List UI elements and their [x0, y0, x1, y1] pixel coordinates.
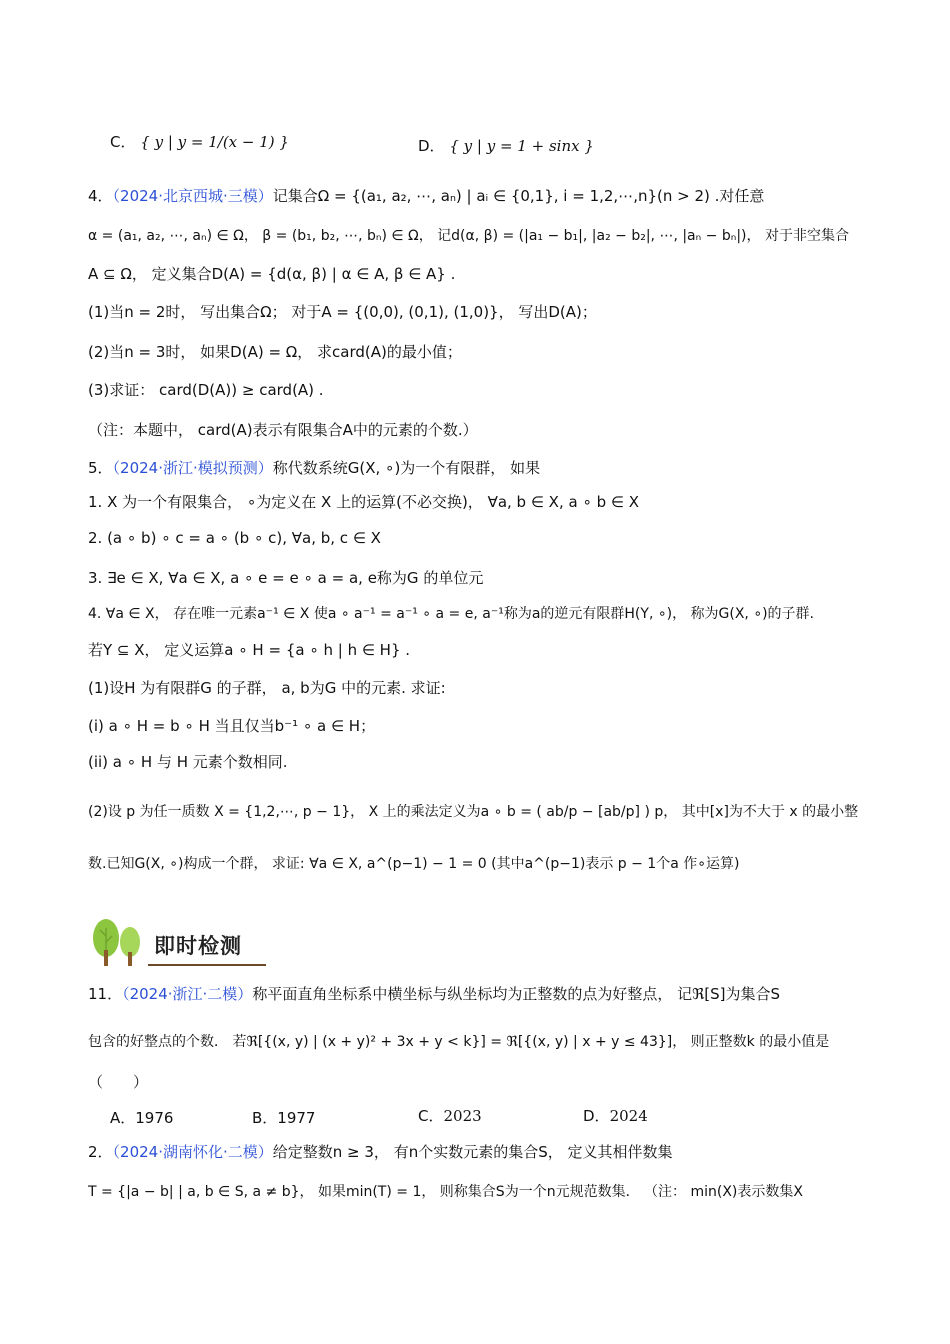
- q11-blank: （ ）: [88, 1073, 149, 1091]
- q2-header: [88, 1140, 673, 1164]
- q11-option-c: [418, 1104, 482, 1128]
- q11-option-c-label: C．: [418, 1107, 444, 1125]
- q11-option-a: [110, 1106, 173, 1130]
- q2-source: （2024·湖南怀化·二模）: [112, 1143, 273, 1161]
- q11-option-c-value: 2023: [443, 1107, 482, 1125]
- q2-line1: 给定整数n ≥ 3， 有n个实数元素的集合S， 定义其相伴数集: [272, 1143, 673, 1161]
- section-banner-title: 即时检测: [154, 934, 242, 958]
- q11-source: （2024·浙江·二模）: [122, 985, 253, 1003]
- q4-source: （2024·北京西城·三模）: [112, 187, 273, 205]
- q11-option-d-label: D．: [583, 1107, 610, 1125]
- q11-option-d: [583, 1104, 648, 1128]
- q5-condition-2: 2. (a ∘ b) ∘ c = a ∘ (b ∘ c), ∀a, b, c ∈ X: [88, 529, 381, 547]
- q4-number: 4．: [88, 187, 113, 205]
- q5-header: [88, 456, 540, 480]
- section-banner-rule: [148, 964, 266, 966]
- q4-part3: (3)求证： card(D(A)) ≥ card(A) .: [88, 381, 324, 399]
- q4-note: （注：本题中， card(A)表示有限集合A中的元素的个数.）: [88, 421, 478, 439]
- q11-option-a-label: A．: [110, 1109, 136, 1127]
- q4-part2: (2)当n = 3时， 如果D(A) = Ω， 求card(A)的最小值；: [88, 343, 462, 361]
- q11-option-d-value: 2024: [609, 1107, 648, 1125]
- q5-part2-line1: (2)设 p 为任一质数 X = {1,2,⋯, p − 1}， X 上的乘法定义为a ∘ b = ( ab/p − [ab/p] ) p， 其中[x]为不大于 x 的最小整: [88, 804, 859, 820]
- q11-line1: 称平面直角坐标系中横坐标与纵坐标均为正整数的点为好整点， 记ℜ[S]为集合S: [252, 985, 781, 1003]
- q4-part1: (1)当n = 2时， 写出集合Ω； 对于A = {(0,0), (0,1), (1,0)}， 写出D(A)；: [88, 303, 597, 321]
- q4-line1: 记集合Ω = {(a₁, a₂, ⋯, aₙ) | aᵢ ∈ {0,1}, i = 1,2,⋯,n}(n > 2) .对任意: [272, 187, 765, 205]
- q5-part2-line2: 数.已知G(X, ∘)构成一个群， 求证: ∀a ∈ X, a^(p−1) − 1 = 0 (其中a^(p−1)表示 p − 1个a 作∘运算): [88, 856, 740, 872]
- q5-number: 5．: [88, 459, 113, 477]
- q5-part1-i: (i) a ∘ H = b ∘ H 当且仅当b⁻¹ ∘ a ∈ H；: [88, 717, 376, 735]
- q5-intro: 称代数系统G(X, ∘)为一个有限群， 如果: [272, 459, 541, 477]
- q5-condition-1: 1. X 为一个有限集合， ∘为定义在 X 上的运算(不必交换)， ∀a, b ∈ X, a ∘ b ∈ X: [88, 493, 640, 511]
- q2-number: 2．: [88, 1143, 113, 1161]
- q2-line2: T = {|a − b| | a, b ∈ S, a ≠ b}， 如果min(T) = 1， 则称集合S为一个n元规范数集． （注： min(X)表示数集X: [88, 1184, 803, 1200]
- q5-part1: (1)设H 为有限群G 的子群， a, b为G 中的元素. 求证:: [88, 679, 446, 697]
- q3-option-c-label: C．: [110, 133, 136, 151]
- q3-option-d: [418, 134, 594, 158]
- q11-line2: 包含的好整点的个数． 若ℜ[{(x, y) | (x + y)² + 3x + y < k}] = ℜ[{(x, y) | x + y ≤ 43}]， 则正整数k 的最小值是: [88, 1034, 830, 1050]
- q11-number: 11．: [88, 985, 123, 1003]
- q11-option-b-value: 1977: [277, 1109, 316, 1127]
- q3-option-d-math: { y | y = 1 + sinx }: [449, 137, 594, 155]
- q11-option-a-value: 1976: [135, 1109, 174, 1127]
- q11-option-b-label: B．: [252, 1109, 278, 1127]
- q5-definition: 若Y ⊆ X， 定义运算a ∘ H = {a ∘ h | h ∈ H} .: [88, 641, 411, 659]
- tree-icon: [88, 916, 148, 968]
- q4-line2: α = (a₁, a₂, ⋯, aₙ) ∈ Ω， β = (b₁, b₂, ⋯, bₙ) ∈ Ω， 记d(α, β) = (|a₁ − b₁|, |a₂ − b₂|, ⋯, |aₙ − bₙ|)， 对于非空集合: [88, 228, 849, 244]
- q11-option-b: [252, 1106, 315, 1130]
- q5-part1-ii: (ii) a ∘ H 与 H 元素个数相同.: [88, 753, 288, 771]
- q5-source: （2024·浙江·模拟预测）: [112, 459, 273, 477]
- q3-option-c: [110, 130, 289, 154]
- section-banner: [88, 916, 268, 968]
- q5-condition-4: 4. ∀a ∈ X， 存在唯一元素a⁻¹ ∈ X 使a ∘ a⁻¹ = a⁻¹ ∘ a = e, a⁻¹称为a的逆元有限群H(Y, ∘)， 称为G(X, ∘)的子群.: [88, 606, 814, 622]
- q11-header: [88, 982, 780, 1006]
- q4-line3: A ⊆ Ω， 定义集合D(A) = {d(α, β) | α ∈ A, β ∈ A} .: [88, 265, 456, 283]
- q4-header: [88, 184, 764, 208]
- q3-option-d-label: D．: [418, 137, 445, 155]
- q5-condition-3: 3. ∃e ∈ X, ∀a ∈ X, a ∘ e = e ∘ a = a, e称为G 的单位元: [88, 569, 484, 587]
- q3-option-c-math: { y | y = 1/(x − 1) }: [140, 133, 289, 151]
